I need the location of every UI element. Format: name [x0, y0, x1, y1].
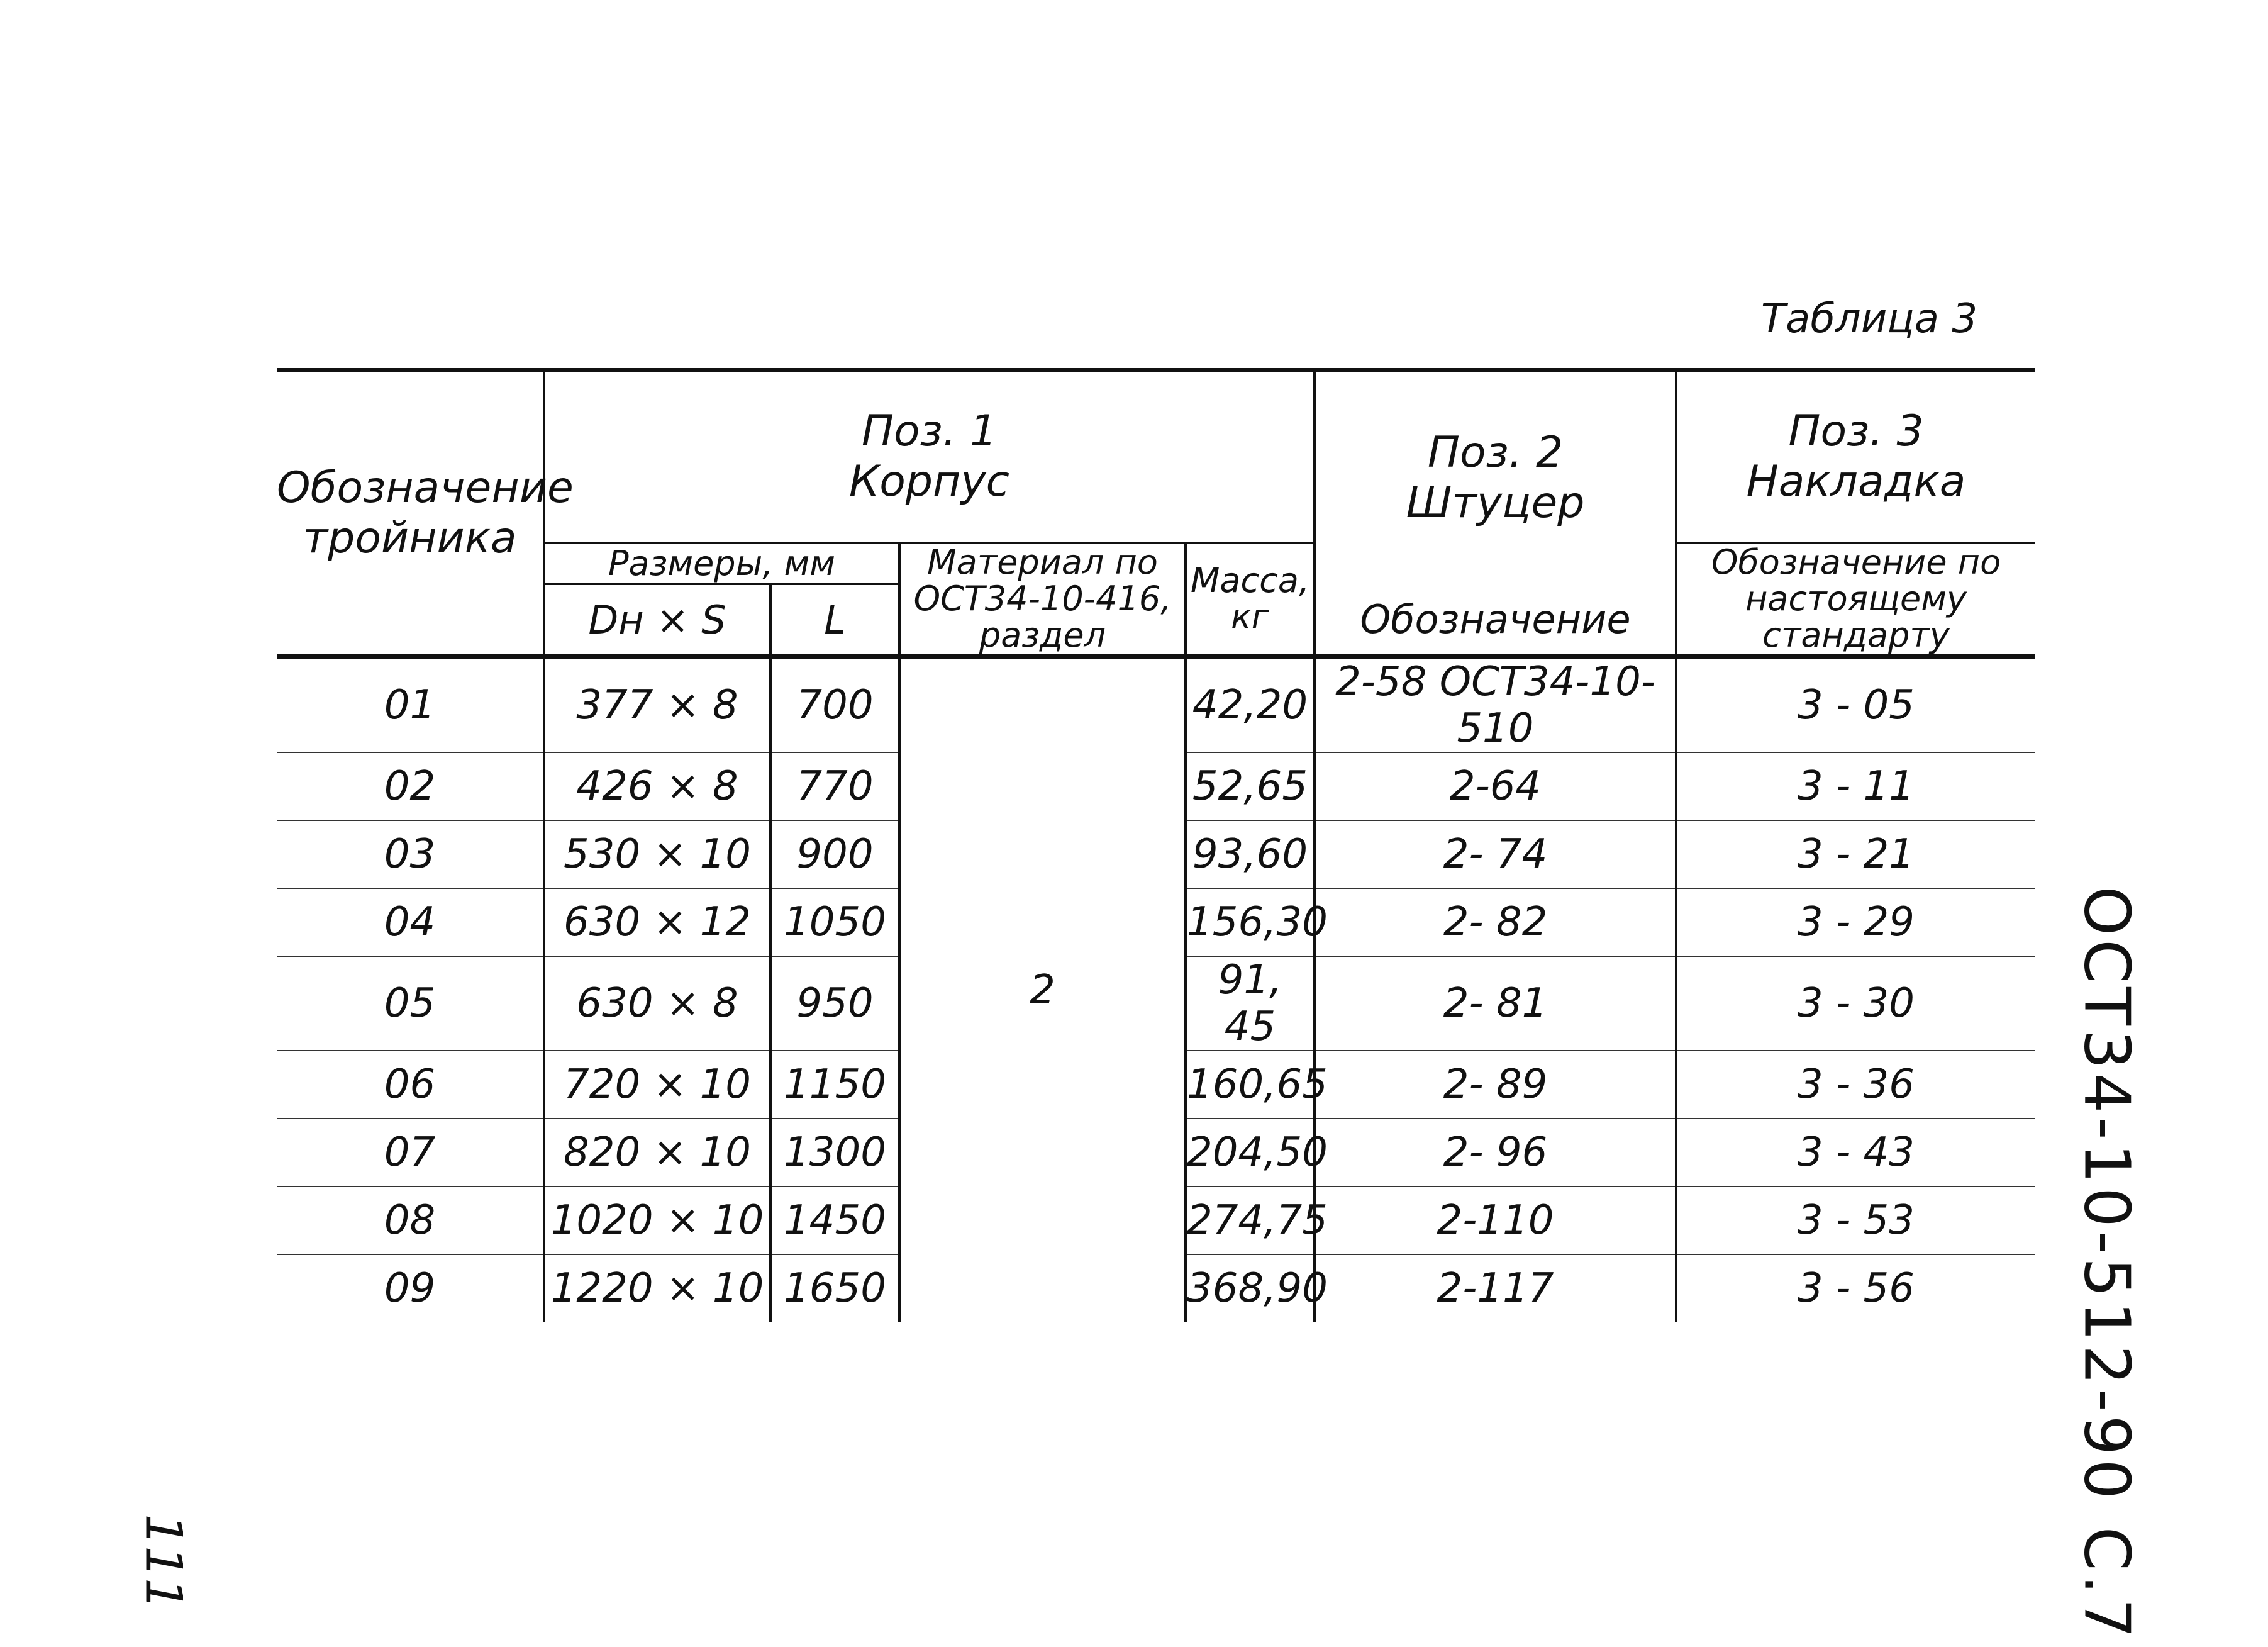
table-caption: Таблица 3 — [1761, 296, 1978, 342]
header-mass: Масса, кг — [1186, 543, 1315, 657]
header-pos2 — [1315, 370, 1676, 584]
cell-mass: 93,60 — [1186, 820, 1315, 888]
page-number — [126, 1514, 201, 1611]
cell-designation: 01 — [384, 682, 436, 729]
cell-pos3: 3 - 21 — [1676, 820, 2035, 888]
cell-pos3: 3 - 05 — [1676, 657, 2035, 753]
cell-dn-s: 820 × 10 — [544, 1119, 770, 1186]
cell-mass: 274,75 — [1186, 1186, 1315, 1254]
cell-l: 700 — [770, 657, 899, 753]
cell-pos3: 3 - 11 — [1676, 752, 2035, 820]
cell-pos2: 2- 82 — [1315, 888, 1676, 956]
header-pos3-designation: Обозначение по настоящему стандарту — [1676, 543, 2035, 657]
header-pos3 — [1676, 370, 2035, 543]
cell-pos2: 2- 89 — [1315, 1051, 1676, 1119]
spec-table — [277, 368, 2035, 1322]
cell-dn-s: 630 × 8 — [544, 956, 770, 1051]
cell-mass: 52,65 — [1186, 752, 1315, 820]
header-pos2-name: Штуцер — [1406, 477, 1585, 528]
cell-l: 1150 — [770, 1051, 899, 1119]
cell-mass: 42,20 — [1186, 657, 1315, 753]
header-pos2-designation: Обозначение — [1315, 584, 1676, 657]
header-designation: Обозначение тройника — [277, 370, 544, 657]
cell-pos2: 2- 74 — [1315, 820, 1676, 888]
cell-l: 1050 — [770, 888, 899, 956]
header-dn-s: Dн × S — [544, 584, 770, 657]
cell-pos3: 3 - 30 — [1676, 956, 2035, 1051]
cell-mass: 204,50 — [1186, 1119, 1315, 1186]
cell-l: 1300 — [770, 1119, 899, 1186]
cell-pos2: 2-110 — [1315, 1186, 1676, 1254]
side-stamp-text: ОСТ34-10-512-90 С.7 — [2070, 886, 2144, 1642]
header-pos1-label: Поз. 1 — [861, 406, 998, 456]
header-pos1-name: Корпус — [848, 457, 1010, 506]
cell-dn-s: 377 × 8 — [544, 657, 770, 753]
cell-dn-s: 426 × 8 — [544, 752, 770, 820]
cell-mass: 160,65 — [1186, 1051, 1315, 1119]
header-pos2-label: Поз. 2 — [1427, 427, 1564, 477]
cell-pos3: 3 - 56 — [1676, 1254, 2035, 1322]
cell-dn-s: 530 × 10 — [544, 820, 770, 888]
cell-designation: 04 — [277, 888, 544, 956]
cell-designation: 09 — [277, 1254, 544, 1322]
cell-designation: 02 — [277, 752, 544, 820]
spec-table-container — [277, 368, 2035, 1322]
cell-pos2: 2- 96 — [1315, 1119, 1676, 1186]
page-number-text: 111 — [134, 1514, 193, 1611]
cell-mass: 91, 45 — [1186, 956, 1315, 1051]
cell-l: 950 — [770, 956, 899, 1051]
cell-pos2: 2-58 ОСТ34-10-510 — [1315, 657, 1676, 753]
cell-pos2: 2-64 — [1315, 752, 1676, 820]
cell-l: 770 — [770, 752, 899, 820]
cell-mass: 368,90 — [1186, 1254, 1315, 1322]
cell-pos2: 2- 81 — [1315, 956, 1676, 1051]
side-stamp — [2063, 868, 2151, 1642]
cell-pos3: 3 - 43 — [1676, 1119, 2035, 1186]
header-l: L — [770, 584, 899, 657]
table-row — [277, 657, 2035, 753]
cell-designation: 08 — [277, 1186, 544, 1254]
cell-pos2: 2-117 — [1315, 1254, 1676, 1322]
header-pos3-name: Накладка — [1746, 457, 1966, 506]
header-material: Материал по ОСТ34-10-416, раздел — [899, 543, 1186, 657]
cell-designation: 06 — [277, 1051, 544, 1119]
cell-pos3: 3 - 29 — [1676, 888, 2035, 956]
cell-dn-s: 630 × 12 — [544, 888, 770, 956]
cell-l: 900 — [770, 820, 899, 888]
header-sizes: Размеры, мм — [544, 543, 899, 584]
cell-l: 1650 — [770, 1254, 899, 1322]
header-pos1 — [544, 370, 1315, 543]
cell-dn-s: 720 × 10 — [544, 1051, 770, 1119]
cell-pos3: 3 - 53 — [1676, 1186, 2035, 1254]
cell-designation: 03 — [277, 820, 544, 888]
cell-material: 2 — [899, 657, 1186, 1322]
cell-mass: 156,30 — [1186, 888, 1315, 956]
cell-l: 1450 — [770, 1186, 899, 1254]
cell-pos3: 3 - 36 — [1676, 1051, 2035, 1119]
header-pos3-label: Поз. 3 — [1788, 406, 1924, 456]
cell-dn-s: 1220 × 10 — [544, 1254, 770, 1322]
cell-dn-s: 1020 × 10 — [544, 1186, 770, 1254]
cell-designation: 05 — [277, 956, 544, 1051]
cell-designation: 07 — [277, 1119, 544, 1186]
